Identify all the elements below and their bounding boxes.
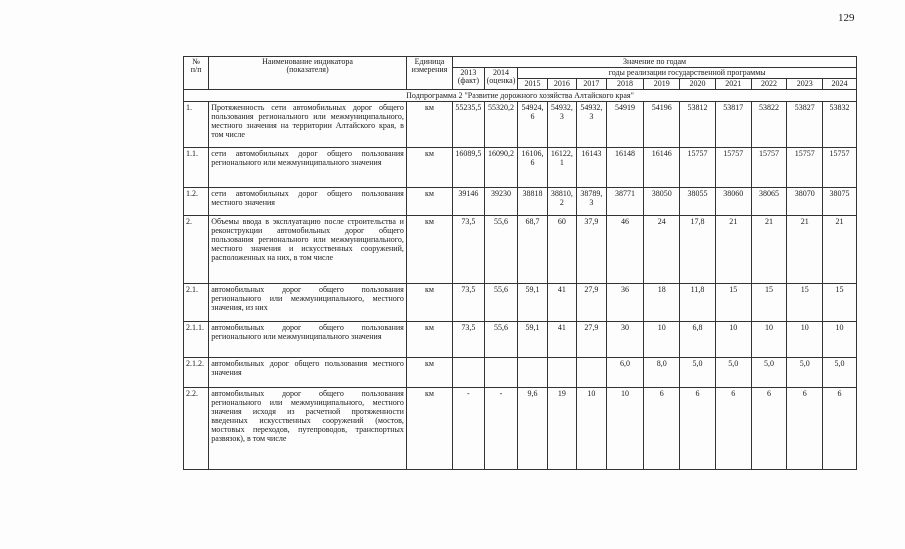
- row-unit: км: [406, 284, 452, 322]
- header-year-2024: 2024: [823, 79, 857, 90]
- row-value: 53822: [751, 102, 787, 148]
- table-row: [184, 284, 857, 322]
- row-value: 30: [606, 322, 644, 358]
- row-unit: км: [406, 322, 452, 358]
- row-value: 6: [751, 388, 787, 470]
- header-values-by-year: Значение по годам: [453, 57, 857, 68]
- row-value: 21: [715, 216, 751, 284]
- row-unit: км: [406, 216, 452, 284]
- row-value: 15: [787, 284, 823, 322]
- row-value: 27,9: [577, 322, 606, 358]
- row-value: 10: [715, 322, 751, 358]
- row-value: 5,0: [823, 358, 857, 388]
- row-indicator-name: автомобильных дорог общего пользования регионального или межмуниципального, местного значения исходя из расчетной протяженности введенных искусственных сооружений (мостов, мостовых переходов, путепроводов, транспортных развязок), в том числе: [209, 388, 407, 470]
- row-indicator-name: автомобильных дорог общего пользования местного значения: [209, 358, 407, 388]
- row-value: 11,8: [680, 284, 716, 322]
- table-row: [184, 148, 857, 188]
- row-value: 17,8: [680, 216, 716, 284]
- row-value: 53817: [715, 102, 751, 148]
- row-indicator-name: автомобильных дорог общего пользования регионального или межмуниципального значения: [209, 322, 407, 358]
- header-year-2023: 2023: [787, 79, 823, 90]
- row-value: 59,1: [518, 322, 547, 358]
- row-value: 55,6: [484, 216, 518, 284]
- row-indicator-name: автомобильных дорог общего пользования регионального или межмуниципального, местного значения, из них: [209, 284, 407, 322]
- row-value: 73,5: [453, 216, 485, 284]
- header-year-2018: 2018: [606, 79, 644, 90]
- row-unit: км: [406, 148, 452, 188]
- row-value: 46: [606, 216, 644, 284]
- row-value: 38070: [787, 188, 823, 216]
- row-unit: км: [406, 358, 452, 388]
- row-value: 21: [823, 216, 857, 284]
- row-value: 55235,5: [453, 102, 485, 148]
- row-value: 15: [715, 284, 751, 322]
- header-year-2022: 2022: [751, 79, 787, 90]
- row-value: 6: [644, 388, 680, 470]
- row-value: 19: [547, 388, 576, 470]
- row-value: 6: [823, 388, 857, 470]
- header-year-2016: 2016: [547, 79, 576, 90]
- row-value: 16089,5: [453, 148, 485, 188]
- row-value: 27,9: [577, 284, 606, 322]
- row-value: 54919: [606, 102, 644, 148]
- row-index: 2.1.1.: [184, 322, 209, 358]
- row-value: 38771: [606, 188, 644, 216]
- row-value: [484, 358, 518, 388]
- row-value: 10: [644, 322, 680, 358]
- row-indicator-name: Протяженность сети автомобильных дорог общего пользования регионального или межмуниципального, местного значения на территории Алтайского края, в том числе: [209, 102, 407, 148]
- row-value: -: [484, 388, 518, 470]
- row-value: 38055: [680, 188, 716, 216]
- row-value: -: [453, 388, 485, 470]
- row-value: 10: [787, 322, 823, 358]
- row-unit: км: [406, 388, 452, 470]
- indicators-table: [183, 56, 857, 470]
- header-year-2020: 2020: [680, 79, 716, 90]
- row-value: 39146: [453, 188, 485, 216]
- row-value: 55,6: [484, 322, 518, 358]
- row-value: 10: [577, 388, 606, 470]
- row-value: 8,0: [644, 358, 680, 388]
- header-year-2017: 2017: [577, 79, 606, 90]
- row-value: 15757: [715, 148, 751, 188]
- row-value: 18: [644, 284, 680, 322]
- subprogram-title: Подпрограмма 2 "Развитие дорожного хозяйства Алтайского края": [184, 90, 857, 102]
- row-value: 10: [606, 388, 644, 470]
- row-value: 16106,6: [518, 148, 547, 188]
- row-value: 38789,3: [577, 188, 606, 216]
- row-value: 38060: [715, 188, 751, 216]
- row-value: 54932,3: [547, 102, 576, 148]
- header-year-2013: 2013 (факт): [453, 68, 485, 90]
- row-value: 53827: [787, 102, 823, 148]
- row-value: 36: [606, 284, 644, 322]
- row-index: 1.2.: [184, 188, 209, 216]
- row-value: 15: [751, 284, 787, 322]
- row-value: 15757: [823, 148, 857, 188]
- row-value: 41: [547, 322, 576, 358]
- row-value: 39230: [484, 188, 518, 216]
- header-program-years: годы реализации государственной программы: [518, 68, 857, 79]
- row-value: 59,1: [518, 284, 547, 322]
- row-value: 6: [680, 388, 716, 470]
- row-value: 38050: [644, 188, 680, 216]
- row-value: 21: [787, 216, 823, 284]
- row-unit: км: [406, 102, 452, 148]
- row-value: 15: [823, 284, 857, 322]
- row-value: 6,8: [680, 322, 716, 358]
- row-value: 53812: [680, 102, 716, 148]
- row-value: 68,7: [518, 216, 547, 284]
- row-unit: км: [406, 188, 452, 216]
- header-num: № п/п: [184, 57, 209, 90]
- row-value: 54196: [644, 102, 680, 148]
- row-value: 5,0: [787, 358, 823, 388]
- row-value: 10: [823, 322, 857, 358]
- row-value: 38810,2: [547, 188, 576, 216]
- row-value: 16122,1: [547, 148, 576, 188]
- row-value: 5,0: [680, 358, 716, 388]
- row-index: 2.1.: [184, 284, 209, 322]
- row-value: 16148: [606, 148, 644, 188]
- row-index: 2.: [184, 216, 209, 284]
- header-year-2015: 2015: [518, 79, 547, 90]
- row-value: 60: [547, 216, 576, 284]
- table-row: [184, 188, 857, 216]
- row-value: [577, 358, 606, 388]
- header-name: Наименование индикатора (показателя): [209, 57, 407, 90]
- row-value: 6,0: [606, 358, 644, 388]
- row-indicator-name: сети автомобильных дорог общего пользования местного значения: [209, 188, 407, 216]
- row-value: 38075: [823, 188, 857, 216]
- page-number: 129: [838, 12, 855, 24]
- row-value: [453, 358, 485, 388]
- row-index: 2.1.2.: [184, 358, 209, 388]
- row-value: 37,9: [577, 216, 606, 284]
- table-row: [184, 322, 857, 358]
- row-value: 55,6: [484, 284, 518, 322]
- row-value: 15757: [751, 148, 787, 188]
- header-year-2014: 2014 (оценка): [484, 68, 518, 90]
- row-index: 1.1.: [184, 148, 209, 188]
- header-year-2021: 2021: [715, 79, 751, 90]
- row-index: 2.2.: [184, 388, 209, 470]
- table-row: [184, 102, 857, 148]
- row-value: 15757: [787, 148, 823, 188]
- row-value: 10: [751, 322, 787, 358]
- row-value: 55320,2: [484, 102, 518, 148]
- row-indicator-name: Объемы ввода в эксплуатацию после строительства и реконструкции автомобильных дорог общего пользования регионального или межмуниципального, местного значения и искусственных сооружений, расположенных на них, в том числе: [209, 216, 407, 284]
- row-value: [518, 358, 547, 388]
- row-value: 5,0: [751, 358, 787, 388]
- row-value: 54924,6: [518, 102, 547, 148]
- row-value: 38818: [518, 188, 547, 216]
- row-value: 53832: [823, 102, 857, 148]
- row-value: 38065: [751, 188, 787, 216]
- table-row: [184, 388, 857, 470]
- row-value: 6: [715, 388, 751, 470]
- row-value: 15757: [680, 148, 716, 188]
- row-value: 16090,2: [484, 148, 518, 188]
- table-row: [184, 358, 857, 388]
- row-value: 73,5: [453, 284, 485, 322]
- header-year-2019: 2019: [644, 79, 680, 90]
- row-value: 54932,3: [577, 102, 606, 148]
- row-value: 73,5: [453, 322, 485, 358]
- header-unit: Единица измерения: [406, 57, 452, 90]
- row-indicator-name: сети автомобильных дорог общего пользования регионального или межмуниципального значения: [209, 148, 407, 188]
- row-value: 16143: [577, 148, 606, 188]
- row-value: 16146: [644, 148, 680, 188]
- row-value: 21: [751, 216, 787, 284]
- row-value: 9,6: [518, 388, 547, 470]
- row-value: [547, 358, 576, 388]
- table-row: [184, 216, 857, 284]
- row-value: 24: [644, 216, 680, 284]
- row-index: 1.: [184, 102, 209, 148]
- row-value: 6: [787, 388, 823, 470]
- row-value: 5,0: [715, 358, 751, 388]
- row-value: 41: [547, 284, 576, 322]
